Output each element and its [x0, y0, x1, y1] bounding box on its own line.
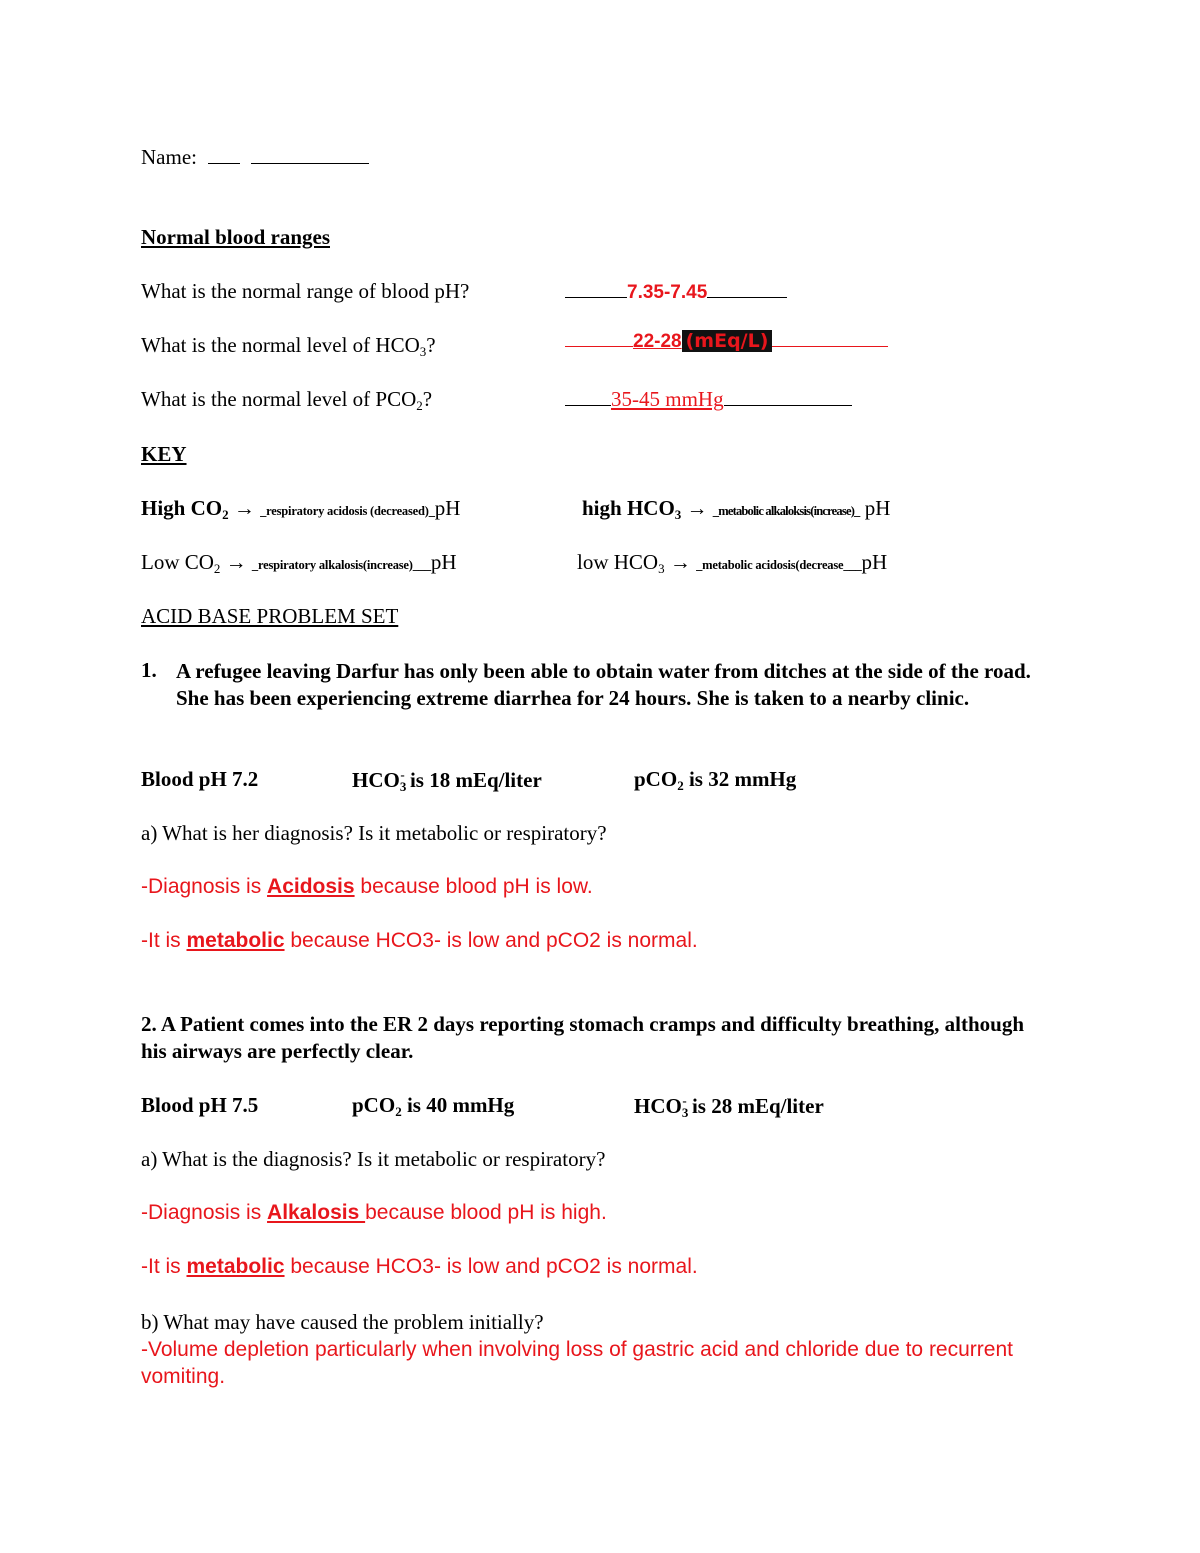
- arrow-icon: →: [233, 496, 255, 520]
- answer-pco2: 35-45 mmHg: [611, 387, 724, 411]
- key-low-co2-answer: _respiratory alkalosis(increase)___: [251, 558, 431, 572]
- p2-question-b: b) What may have caused the problem initially?: [141, 1310, 544, 1334]
- question-ph: What is the normal range of blood pH?: [141, 279, 470, 303]
- answer-hco3: 22-28: [633, 331, 682, 352]
- name-blank-2[interactable]: [251, 162, 369, 164]
- p1-diagnosis-word: Acidosis: [267, 875, 355, 898]
- p1-type-word: metabolic: [186, 929, 285, 952]
- p1-pco2: pCO$_2$ is 32 mmHg: [634, 767, 797, 793]
- p2-hco3: $HCO_3^-$ is 28 mEq/liter: [634, 1093, 824, 1120]
- key-low-co2: Low $CO_2$ → _respiratory alkalosis(increase)___pH: [141, 550, 457, 576]
- p2-question-a: a) What is the diagnosis? Is it metabolic or respiratory?: [141, 1147, 606, 1171]
- key-high-hco3-answer: _metabolic alkaloksis(increase)_: [712, 504, 860, 518]
- arrow-icon: →: [669, 550, 691, 574]
- p1-hco3: $HCO_3^-$ is 18 mEq/liter: [352, 767, 542, 794]
- answer-ph: 7.35-7.45: [627, 282, 708, 303]
- key-high-hco3: high $HCO_3$ → _metabolic alkaloksis(increase)_ pH: [582, 496, 891, 522]
- question-pco2: What is the normal level of $PCO_2$?: [141, 387, 433, 413]
- key-high-co2-answer: _respiratory acidosis (decreased)_: [260, 504, 435, 518]
- problem-set-heading: ACID BASE PROBLEM SET: [141, 604, 399, 628]
- p1-answer-diagnosis: -Diagnosis is Acidosis because blood pH is low.: [141, 875, 593, 898]
- key-high-co2: High $CO_2$ → _respiratory acidosis (decreased)_pH: [141, 496, 461, 522]
- problem-1-number: 1.: [141, 658, 157, 682]
- answer-pco2-line[interactable]: [565, 387, 852, 412]
- p2-diagnosis-word: Alkalosis: [267, 1201, 366, 1224]
- normal-ranges-heading: Normal blood ranges: [141, 225, 330, 249]
- problem-1-text: A refugee leaving Darfur has only been able to obtain water from ditches at the side of the road. She has been experiencing extreme diarrhea for 24 hours. She is taken to a nearby clinic.: [176, 659, 1031, 710]
- p2-blood-ph: Blood pH 7.5: [141, 1093, 259, 1117]
- key-low-hco3: low $HCO_3$ → _metabolic acidosis(decrease___pH: [577, 550, 888, 576]
- problem-2-text: 2. A Patient comes into the ER 2 days reporting stomach cramps and difficulty breathing, although his airways are perfectly clear.: [141, 1012, 1025, 1063]
- key-low-hco3-answer: _metabolic acidosis(decrease___: [696, 558, 862, 572]
- p1-answer-type: -It is metabolic because HCO3- is low and pCO2 is normal.: [141, 929, 698, 952]
- p2-pco2: pCO$_2$ is 40 mmHg: [352, 1093, 515, 1119]
- arrow-icon: →: [686, 496, 708, 520]
- answer-hco3-unit: (mEq/L): [682, 330, 773, 352]
- name-label: Name:: [141, 145, 197, 169]
- p2-answer-b: -Volume depletion particularly when involving loss of gastric acid and chloride due to recurrent vomiting.: [141, 1338, 1013, 1388]
- key-heading: KEY: [141, 442, 187, 466]
- p1-question-a: a) What is her diagnosis? Is it metabolic or respiratory?: [141, 821, 607, 845]
- p2-answer-type: -It is metabolic because HCO3- is low and pCO2 is normal.: [141, 1255, 698, 1278]
- p1-blood-ph: Blood pH 7.2: [141, 767, 259, 791]
- answer-hco3-line[interactable]: [565, 330, 888, 353]
- question-hco3: What is the normal level of $HCO_3$?: [141, 333, 436, 359]
- p2-type-word: metabolic: [186, 1255, 285, 1278]
- problem-2-number: 2.: [141, 1012, 157, 1036]
- p2-answer-diagnosis: -Diagnosis is Alkalosis because blood pH is high.: [141, 1201, 607, 1224]
- name-line: [141, 145, 369, 170]
- arrow-icon: →: [225, 550, 247, 574]
- answer-ph-line[interactable]: [565, 279, 787, 304]
- name-blank-1[interactable]: [208, 162, 240, 164]
